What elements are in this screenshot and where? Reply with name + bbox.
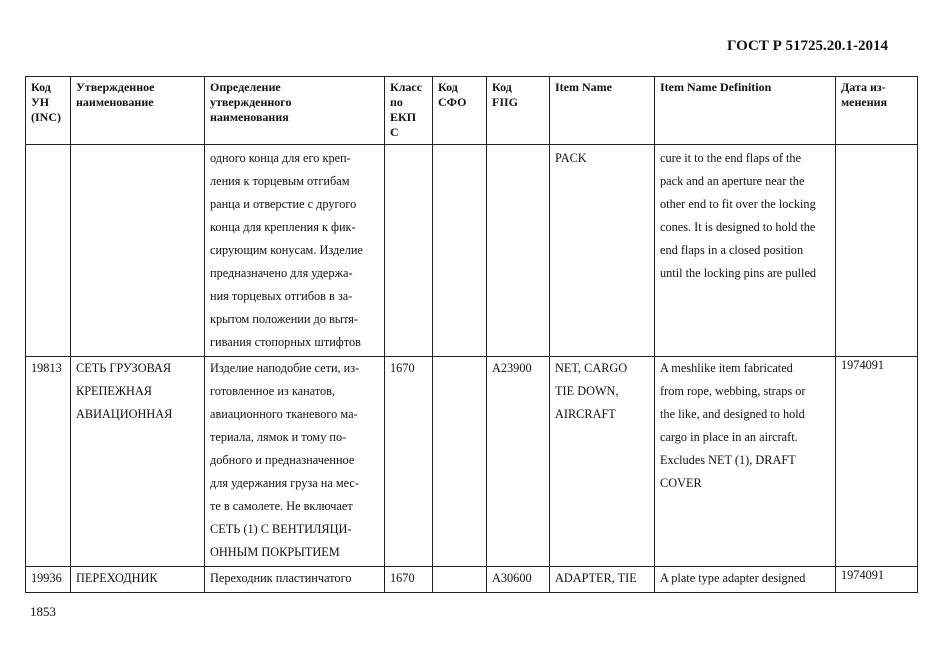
cell-inc [26, 145, 71, 357]
col-inc: Код УН (INC) [26, 77, 71, 145]
col-fiig: Код FIIG [487, 77, 550, 145]
page-number: 1853 [30, 604, 56, 619]
col-approved-name: Утвержденное наименование [71, 77, 205, 145]
cell-item-name: NET, CARGO TIE DOWN, AIRCRAFT [550, 357, 655, 567]
col-item-name: Item Name [550, 77, 655, 145]
cell-fiig: A30600 [487, 567, 550, 593]
col-change-date: Дата из- менения [836, 77, 918, 145]
cell-definition: Переходник пластинчатого [205, 567, 385, 593]
cell-name [71, 145, 205, 357]
cell-class [385, 145, 433, 357]
cell-item-definition: cure it to the end flaps of the pack and an aperture near the other end to fit over the locking cones. It is designed to hold the end flaps in a closed position until the locking pins are pulled [655, 145, 836, 357]
nomenclature-table [25, 76, 918, 593]
cell-fiig: A23900 [487, 357, 550, 567]
cell-date: 1974091 [836, 567, 918, 593]
col-definition: Определение утвержденного наименования [205, 77, 385, 145]
cell-fiig [487, 145, 550, 357]
cell-item-definition: A plate type adapter designed [655, 567, 836, 593]
table-row [26, 145, 918, 357]
document-code: ГОСТ Р 51725.20.1-2014 [726, 38, 888, 54]
table-row [26, 567, 918, 593]
cell-sfo [433, 145, 487, 357]
cell-sfo [433, 567, 487, 593]
cell-class: 1670 [385, 357, 433, 567]
cell-sfo [433, 357, 487, 567]
cell-item-definition: A meshlike item fabricated from rope, webbing, straps or the like, and designed to hold cargo in place in an aircraft. Excludes NET (1), DRAFT COVER [655, 357, 836, 567]
table-row [26, 357, 918, 567]
cell-item-name: ADAPTER, TIE [550, 567, 655, 593]
cell-definition: Изделие наподобие сети, из- готовленное из канатов, авиационного тканевого ма- териала, лямок и тому по- добного и предназначенное для удержания груза на мес- те в самолете. Не включает СЕТЬ (1) С ВЕНТИЛЯЦИ- ОННЫМ ПОКРЫТИЕМ [205, 357, 385, 567]
cell-date: 1974091 [836, 357, 918, 567]
cell-inc: 19813 [26, 357, 71, 567]
cell-class: 1670 [385, 567, 433, 593]
col-class: Класс по ЕКП С [385, 77, 433, 145]
header-row [26, 77, 918, 145]
cell-name: ПЕРЕХОДНИК [71, 567, 205, 593]
cell-item-name: PACK [550, 145, 655, 357]
cell-definition: одного конца для его креп- ления к торцевым отгибам ранца и отверстие с другого конца для крепления к фик- сирующим конусам. Изделие предназначено для удержа- ния торцевых отгибов в за- крытом положении до вытя- гивания стопорных штифтов [205, 145, 385, 357]
col-item-definition: Item Name Definition [655, 77, 836, 145]
cell-inc: 19936 [26, 567, 71, 593]
cell-date [836, 145, 918, 357]
cell-name: СЕТЬ ГРУЗОВАЯ КРЕПЕЖНАЯ АВИАЦИОННАЯ [71, 357, 205, 567]
col-sfo: Код СФО [433, 77, 487, 145]
